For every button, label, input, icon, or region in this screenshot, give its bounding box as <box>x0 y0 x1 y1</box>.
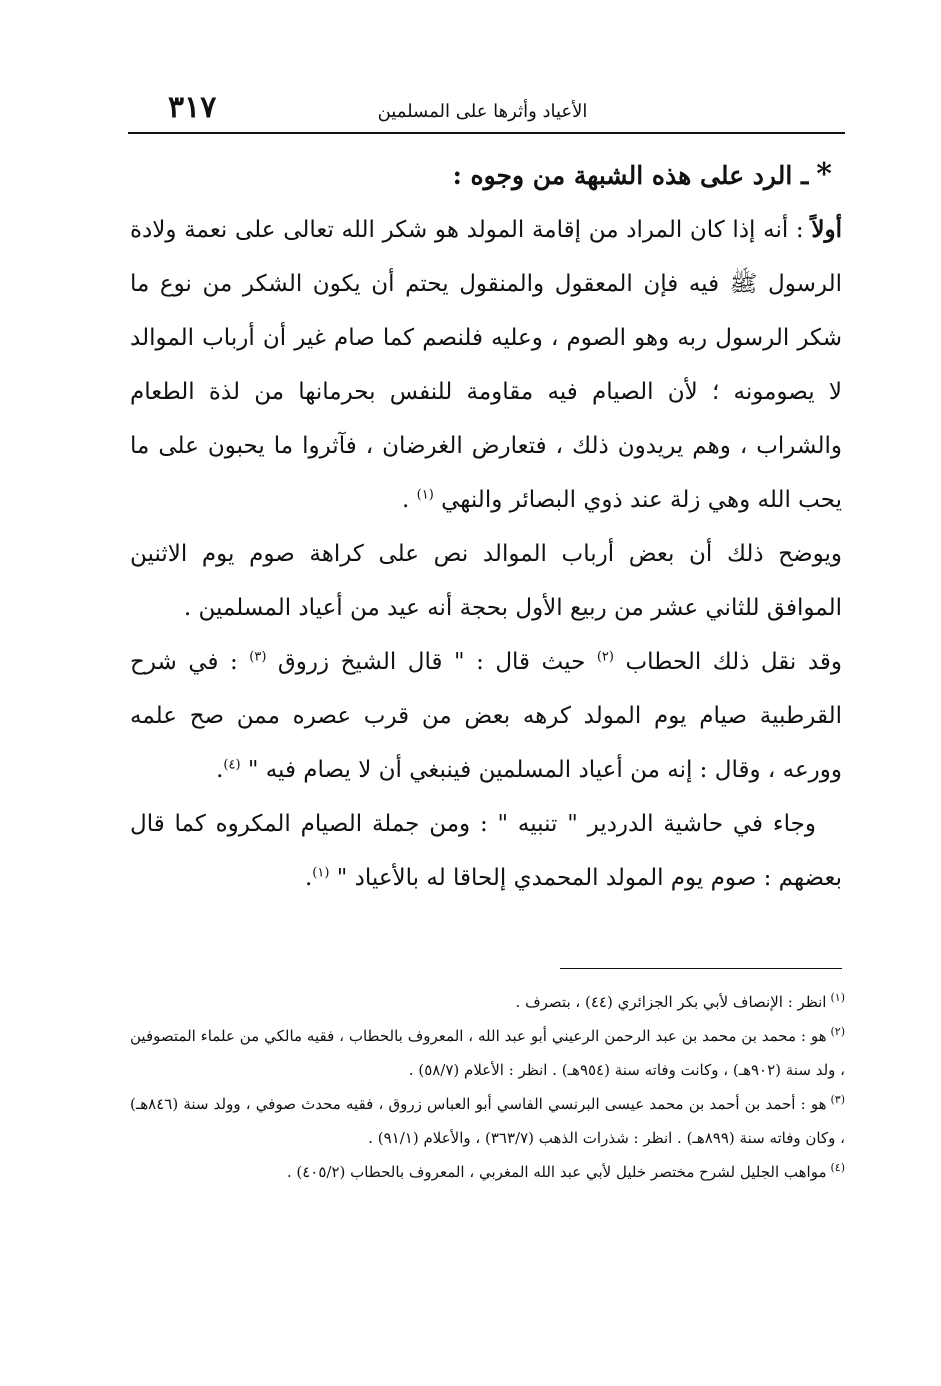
header-rule <box>128 132 845 134</box>
footnote-text: مواهب الجليل لشرح مختصر خليل لأبي عبد الله المغربي ، المعروف بالحطاب (٤٠٥/٢) . <box>286 1163 827 1181</box>
paragraph-2 <box>130 527 842 635</box>
section-heading <box>130 148 842 203</box>
page-number: ٣١٧ <box>168 90 217 125</box>
footnote-number: (٢) <box>830 1025 845 1038</box>
heading-text: ـ الرد على هذه الشبهة من وجوه : <box>452 161 809 190</box>
footnote-number: (٤) <box>830 1161 845 1174</box>
paragraph-2-text: ويوضح ذلك أن بعض أرباب الموالد نص على كراهة صوم يوم الاثنين الموافق للثاني عشر من ربيع الأول بحجة أنه عيد من أعياد المسلمين . <box>130 541 842 621</box>
paragraph-4-text: وجاء في حاشية الدردير " تنبيه " : ومن جملة الصيام المكروه كما قال بعضهم : صوم يوم المولد المحمدي إلحاقا له بالأعياد " <box>130 811 842 891</box>
footnote-text: انظر : الإنصاف لأبي بكر الجزائري (٤٤) ، بتصرف . <box>515 993 827 1011</box>
footnote-text: هو : أحمد بن أحمد بن محمد عيسى البرنسي الفاسي أبو العباس زروق ، فقيه محدث صوفي ، وولد سنة (٨٤٦هـ) ، وكان وفاته سنة (٨٩٩هـ) . انظر : شذرات الذهب (٣٦٣/٧) ، والأعلام (٩١/١) . <box>130 1095 845 1147</box>
footnote-ref-3: (٣) <box>249 649 267 665</box>
paragraph-4 <box>130 797 842 905</box>
footnote-number: (١) <box>830 991 845 1004</box>
footnote-number: (٣) <box>830 1093 845 1106</box>
paragraph-3-part3: : في شرح القرطبية صيام يوم المولد كرهه بعض من قرب عصره ممن صح علمه وورعه ، وقال : إنه من أعياد المسلمين فينبغي أن لا يصام فيه " <box>130 649 842 783</box>
paragraph-1-text: : أنه إذا كان المراد من إقامة المولد هو شكر الله تعالى على نعمة ولادة الرسول ﷺ فيه فإن المعقول والمنقول يحتم أن يكون الشكر من نوع ما شكر الرسول ربه وهو الصوم ، وعليه فلنصم كما صام غير أن أرباب الموالد لا يصومونه ؛ لأن الصيام فيه مقاومة للنفس بحرمانها من لذة الطعام والشراب ، وهم يريدون ذلك ، فتعارض الغرضان ، فآثروا ما يحبون على ما يحب الله وهي زلة عند ذوي البصائر والنهي <box>130 217 842 513</box>
footnote <box>130 1087 845 1155</box>
paragraph-3-end: . <box>216 757 224 783</box>
page-header <box>120 88 845 134</box>
footnote <box>130 985 845 1019</box>
paragraph-3-part2: حيث قال : " قال الشيخ زروق <box>266 649 597 675</box>
paragraph-3-part1: وقد نقل ذلك الحطاب <box>613 649 843 675</box>
footnote-ref-4: (٤) <box>223 757 241 773</box>
paragraph-3 <box>130 635 842 797</box>
footnote <box>130 1155 845 1189</box>
footnotes <box>130 985 845 1189</box>
footnote-text: هو : محمد بن محمد بن عبد الرحمن الرعيني أبو عبد الله ، المعروف بالحطاب ، فقيه مالكي من علماء المتصوفين ، ولد سنة (٩٠٢هـ) ، وكانت وفاته سنة (٩٥٤هـ) . انظر : الأعلام (٥٨/٧) . <box>130 1027 845 1079</box>
footnote-ref-2: (٢) <box>596 649 614 665</box>
paragraph-4-end: . <box>304 865 313 891</box>
paragraph-1-end: . <box>402 487 417 513</box>
paragraph-1 <box>130 203 842 527</box>
heading-marker: * <box>816 157 832 192</box>
running-title: الأعياد وأثرها على المسلمين <box>377 101 588 122</box>
footnote-separator <box>560 968 842 969</box>
footnote-ref-5: (١) <box>312 865 330 881</box>
main-text <box>130 148 842 905</box>
paragraph-1-lead: أولاً <box>811 216 842 243</box>
footnote <box>130 1019 845 1087</box>
footnote-ref-1: (١) <box>416 487 434 503</box>
